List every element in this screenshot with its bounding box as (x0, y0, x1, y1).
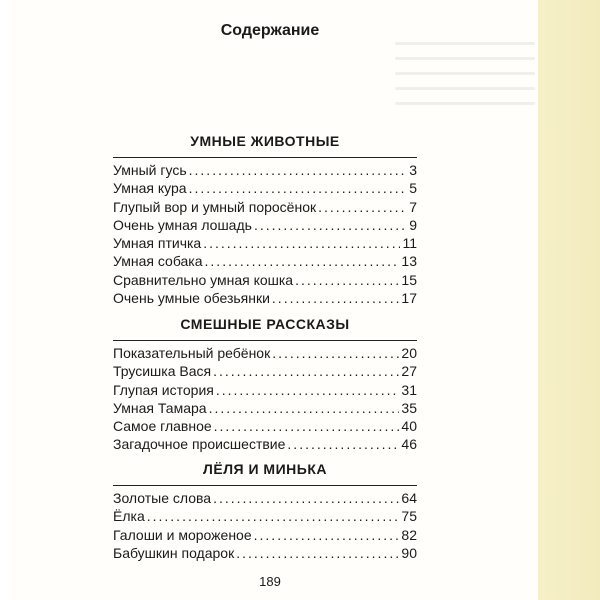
toc-entry[interactable] (113, 508, 417, 526)
toc-entry-title: Показательный ребёнок (113, 345, 271, 361)
toc-entry[interactable] (113, 418, 417, 436)
section-heading: УМНЫЕ ЖИВОТНЫЕ (113, 133, 417, 158)
dot-leader (236, 545, 399, 561)
page-number: 189 (259, 574, 281, 589)
toc-entry-page: 7 (409, 198, 417, 215)
dot-leader (205, 253, 400, 269)
toc-entry[interactable] (113, 180, 417, 198)
toc-list (113, 345, 417, 455)
toc-entry[interactable] (113, 199, 417, 217)
toc-entry-page: 3 (409, 162, 417, 178)
toc-entry-page: 17 (401, 290, 417, 307)
dot-leader (287, 436, 399, 452)
toc-entry[interactable] (113, 527, 417, 545)
toc-list (113, 490, 417, 563)
toc-entry-title: Умная птичка (113, 235, 202, 252)
toc-entry-page: 5 (409, 180, 417, 197)
page-title: Содержание (220, 22, 320, 39)
dot-leader (189, 162, 408, 178)
toc-entry-page: 75 (401, 508, 417, 525)
dot-leader (147, 508, 400, 524)
toc-entry-page: 40 (401, 418, 417, 435)
dot-leader (213, 490, 399, 506)
toc-section-lelya-and-minka (113, 461, 417, 563)
dot-leader (254, 527, 400, 543)
toc-entry-title: Очень умные обезьянки (113, 290, 270, 307)
toc-entry-title: Бабушкин подарок (113, 544, 235, 561)
toc-entry[interactable] (113, 235, 417, 253)
toc-entry-title: Глупый вор и умный поросёнок (113, 198, 317, 215)
dot-leader (272, 345, 399, 361)
toc-entry-title: Галоши и мороженое (113, 526, 252, 543)
toc-entry-page: 46 (401, 436, 417, 453)
toc-entry-page: 20 (401, 345, 417, 361)
dot-leader (213, 363, 399, 379)
section-heading: СМЕШНЫЕ РАССКАЗЫ (113, 316, 417, 341)
toc-entry-title: Золотые слова (113, 490, 212, 506)
toc-entry-title: Самое главное (113, 418, 212, 435)
dot-leader (216, 382, 400, 398)
toc-entry[interactable] (113, 382, 417, 400)
toc-entry-page: 9 (409, 216, 417, 233)
toc-entry-page: 82 (401, 526, 417, 543)
toc-entry-title: Умная Тамара (113, 399, 207, 416)
show-through-text (395, 30, 535, 130)
dot-leader (209, 400, 400, 416)
dot-leader (272, 290, 400, 306)
toc-entry-title: Трусишка Вася (113, 363, 212, 380)
dot-leader (203, 235, 400, 251)
toc-section-funny-stories (113, 316, 417, 455)
dot-leader (214, 418, 400, 434)
toc-entry[interactable] (113, 290, 417, 308)
dot-leader (254, 217, 407, 233)
toc-entry[interactable] (113, 363, 417, 381)
toc-entry-page: 13 (401, 253, 417, 270)
toc-entry-title: Умный гусь (113, 162, 187, 178)
toc-entry-page: 27 (401, 363, 417, 380)
page-margin (0, 0, 8, 600)
toc-entry-title: Загадочное происшествие (113, 436, 286, 453)
toc-entry-page: 15 (401, 271, 417, 288)
toc-entry-page: 90 (401, 544, 417, 561)
toc-entry-title: Умная собака (113, 253, 203, 270)
toc-entry-page: 64 (401, 490, 417, 506)
dot-leader (189, 180, 408, 196)
adjacent-page-edge (538, 0, 600, 600)
toc-entry[interactable] (113, 400, 417, 418)
toc-section-smart-animals (113, 133, 417, 308)
toc-entry-title: Сравнительно умная кошка (113, 271, 294, 288)
toc-entry[interactable] (113, 272, 417, 290)
toc-entry[interactable] (113, 162, 417, 180)
section-heading: ЛЁЛЯ И МИНЬКА (113, 461, 417, 486)
toc-entry-title: Очень умная лошадь (113, 216, 252, 233)
toc-entry-title: Умная кура (113, 180, 187, 197)
dot-leader (318, 199, 407, 215)
toc-entry[interactable] (113, 345, 417, 363)
toc-entry-page: 35 (401, 399, 417, 416)
toc-entry-title: Ёлка (113, 508, 145, 525)
toc-entry-title: Глупая история (113, 381, 214, 398)
toc-entry-page: 11 (402, 235, 417, 252)
toc-entry[interactable] (113, 253, 417, 271)
dot-leader (295, 272, 399, 288)
toc-entry-page: 31 (401, 381, 417, 398)
toc-entry[interactable] (113, 545, 417, 563)
toc-list (113, 162, 417, 308)
toc-entry[interactable] (113, 436, 417, 454)
toc-entry[interactable] (113, 217, 417, 235)
toc-entry[interactable] (113, 490, 417, 508)
